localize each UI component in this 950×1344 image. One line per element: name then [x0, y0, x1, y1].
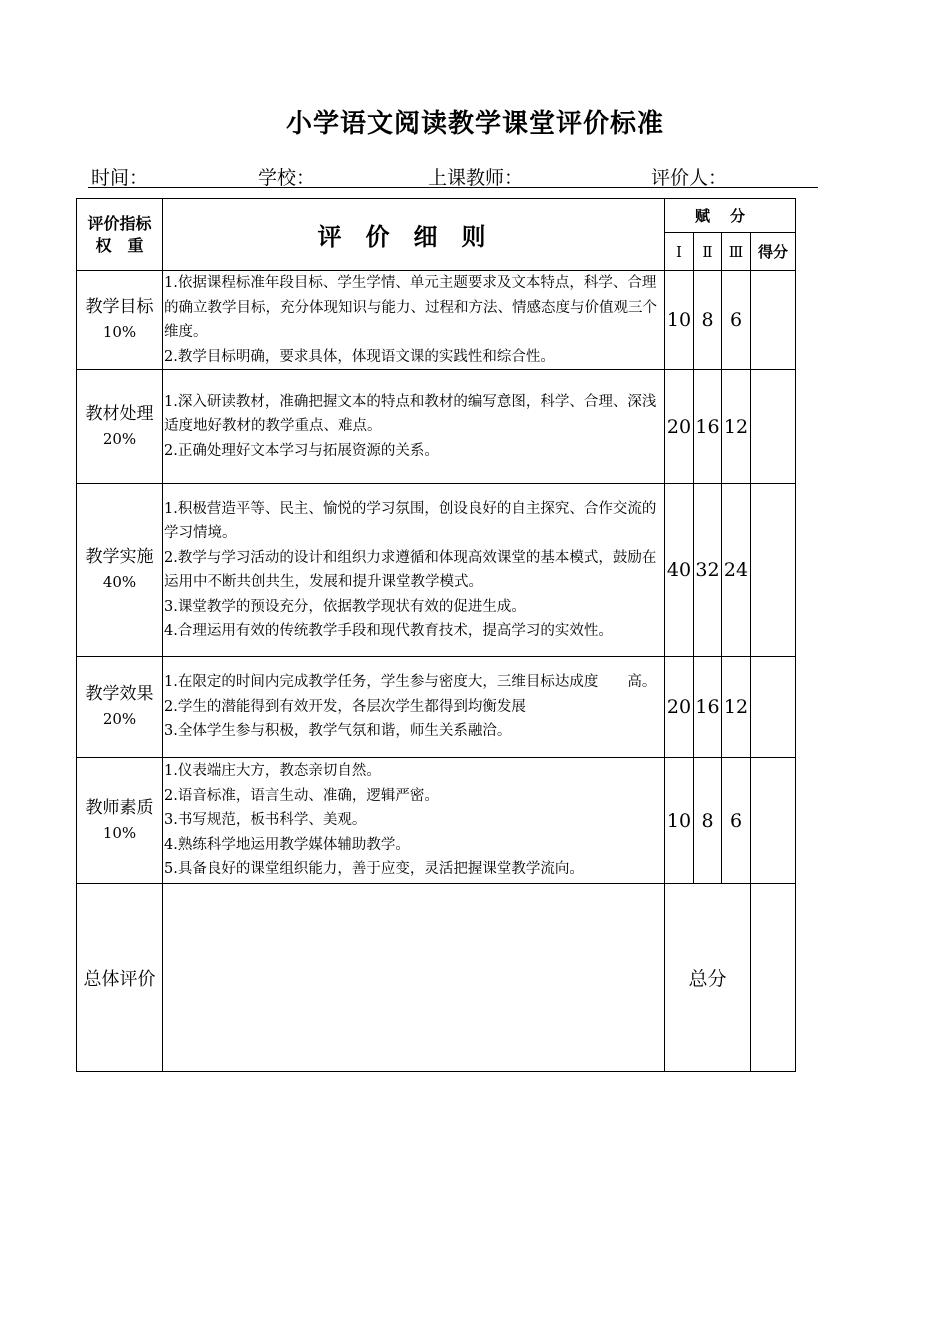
meta-school: 学校： [258, 167, 316, 189]
meta-line [88, 163, 818, 188]
table-row [77, 484, 796, 657]
score-obtained-cell[interactable] [751, 758, 796, 884]
category-cell [77, 657, 163, 758]
meta-teacher: 上课教师： [428, 167, 524, 189]
table-row [77, 758, 796, 884]
criteria-line: 1.仪表端庄大方，教态亲切自然。 [164, 763, 381, 780]
page-title: 小学语文阅读教学课堂评价标准 [285, 109, 664, 139]
score-grade-1: 10 [665, 271, 694, 370]
score-grade-1: 20 [665, 370, 694, 484]
category-weight: 20% [102, 429, 137, 448]
category-weight: 10% [102, 323, 137, 341]
table-row [77, 271, 796, 370]
summary-label: 总体评价 [77, 884, 163, 1072]
criteria-line: 1.在限定的时间内完成教学任务，学生参与密度大，三维目标达成度 高。 [164, 674, 657, 691]
header-grade-3: Ⅲ [722, 233, 751, 271]
category-name: 教师素质 [85, 797, 154, 818]
criteria-cell [163, 657, 665, 758]
criteria-cell [163, 758, 665, 884]
table-row [77, 370, 796, 484]
total-score-cell[interactable] [751, 884, 796, 1072]
criteria-line: 2.正确处理好文本学习与拓展资源的关系。 [164, 442, 439, 459]
criteria-cell [163, 271, 665, 370]
score-grade-1: 40 [665, 484, 694, 657]
score-grade-3: 24 [722, 484, 751, 657]
criteria-line: 5.具备良好的课堂组织能力，善于应变，灵活把握课堂教学流向。 [164, 861, 584, 878]
score-grade-2: 8 [694, 271, 722, 370]
header-grade-1: Ⅰ [665, 233, 694, 271]
criteria-line: 2.教学目标明确，要求具体，体现语文课的实践性和综合性。 [164, 348, 555, 365]
criteria-line: 3.书写规范，板书科学、美观。 [164, 812, 367, 829]
score-grade-3: 12 [722, 657, 751, 758]
header-grade-2: Ⅱ [694, 233, 722, 271]
summary-row [77, 884, 796, 1072]
meta-time: 时间： [91, 167, 149, 189]
category-name: 教学实施 [85, 547, 154, 567]
score-grade-1: 20 [665, 657, 694, 758]
score-grade-3: 6 [722, 271, 751, 370]
evaluation-table [76, 198, 796, 1072]
category-cell [77, 484, 163, 657]
table-row [77, 657, 796, 758]
criteria-line: 3.课堂教学的预设充分，依据教学现状有效的促进生成。 [164, 598, 526, 615]
header-indicator-line1: 评价指标 [87, 213, 152, 233]
criteria-line: 2.教学与学习活动的设计和组织力求遵循和体现高效课堂的基本模式，鼓励在运用中不断共创共生，发展和提升课堂教学模式。 [164, 549, 657, 590]
score-grade-3: 12 [722, 370, 751, 484]
criteria-line: 4.合理运用有效的传统教学手段和现代教育技术，提高学习的实效性。 [164, 623, 613, 639]
score-obtained-cell[interactable] [751, 484, 796, 657]
category-weight: 40% [102, 573, 137, 591]
category-name: 教材处理 [85, 403, 154, 424]
score-obtained-cell[interactable] [751, 271, 796, 370]
criteria-line: 1.深入研读教材，准确把握文本的特点和教材的编写意图，科学、合理、深浅适度地好教材的教学重点、难点。 [164, 393, 657, 435]
category-cell [77, 271, 163, 370]
category-name: 教学效果 [85, 684, 154, 704]
score-grade-2: 16 [694, 370, 722, 484]
category-cell [77, 370, 163, 484]
meta-evaluator: 评价人： [651, 167, 728, 189]
score-grade-1: 10 [665, 758, 694, 884]
criteria-line: 1.积极营造平等、民主、愉悦的学习氛围，创设良好的自主探究、合作交流的学习情境。 [164, 500, 657, 541]
header-score-group: 赋分 [665, 199, 796, 233]
criteria-cell [163, 370, 665, 484]
header-detail: 评价细则 [163, 199, 665, 271]
header-obtained: 得分 [751, 233, 796, 271]
category-weight: 10% [102, 823, 137, 842]
criteria-line: 1.依据课程标准年段目标、学生学情、单元主题要求及文本特点，科学、合理的确立教学目标，充分体现知识与能力、过程和方法、情感态度与价值观三个维度。 [164, 275, 657, 340]
category-cell [77, 758, 163, 884]
score-grade-3: 6 [722, 758, 751, 884]
summary-comment-cell[interactable] [163, 884, 665, 1072]
total-score-label: 总分 [665, 884, 751, 1072]
criteria-line: 2.学生的潜能得到有效开发，各层次学生都得到均衡发展 [164, 698, 526, 715]
category-name: 教学目标 [85, 297, 154, 317]
criteria-line: 3.全体学生参与积极，教学气氛和谐，师生关系融洽。 [164, 723, 512, 740]
category-weight: 20% [102, 710, 137, 728]
header-indicator-line2: 权 重 [95, 235, 144, 255]
criteria-line: 2.语音标准，语言生动、准确，逻辑严密。 [164, 787, 439, 804]
score-grade-2: 32 [694, 484, 722, 657]
score-obtained-cell[interactable] [751, 370, 796, 484]
score-grade-2: 16 [694, 657, 722, 758]
header-indicator [77, 199, 163, 271]
criteria-line: 4.熟练科学地运用教学媒体辅助教学。 [164, 836, 410, 853]
score-obtained-cell[interactable] [751, 657, 796, 758]
criteria-cell [163, 484, 665, 657]
score-grade-2: 8 [694, 758, 722, 884]
